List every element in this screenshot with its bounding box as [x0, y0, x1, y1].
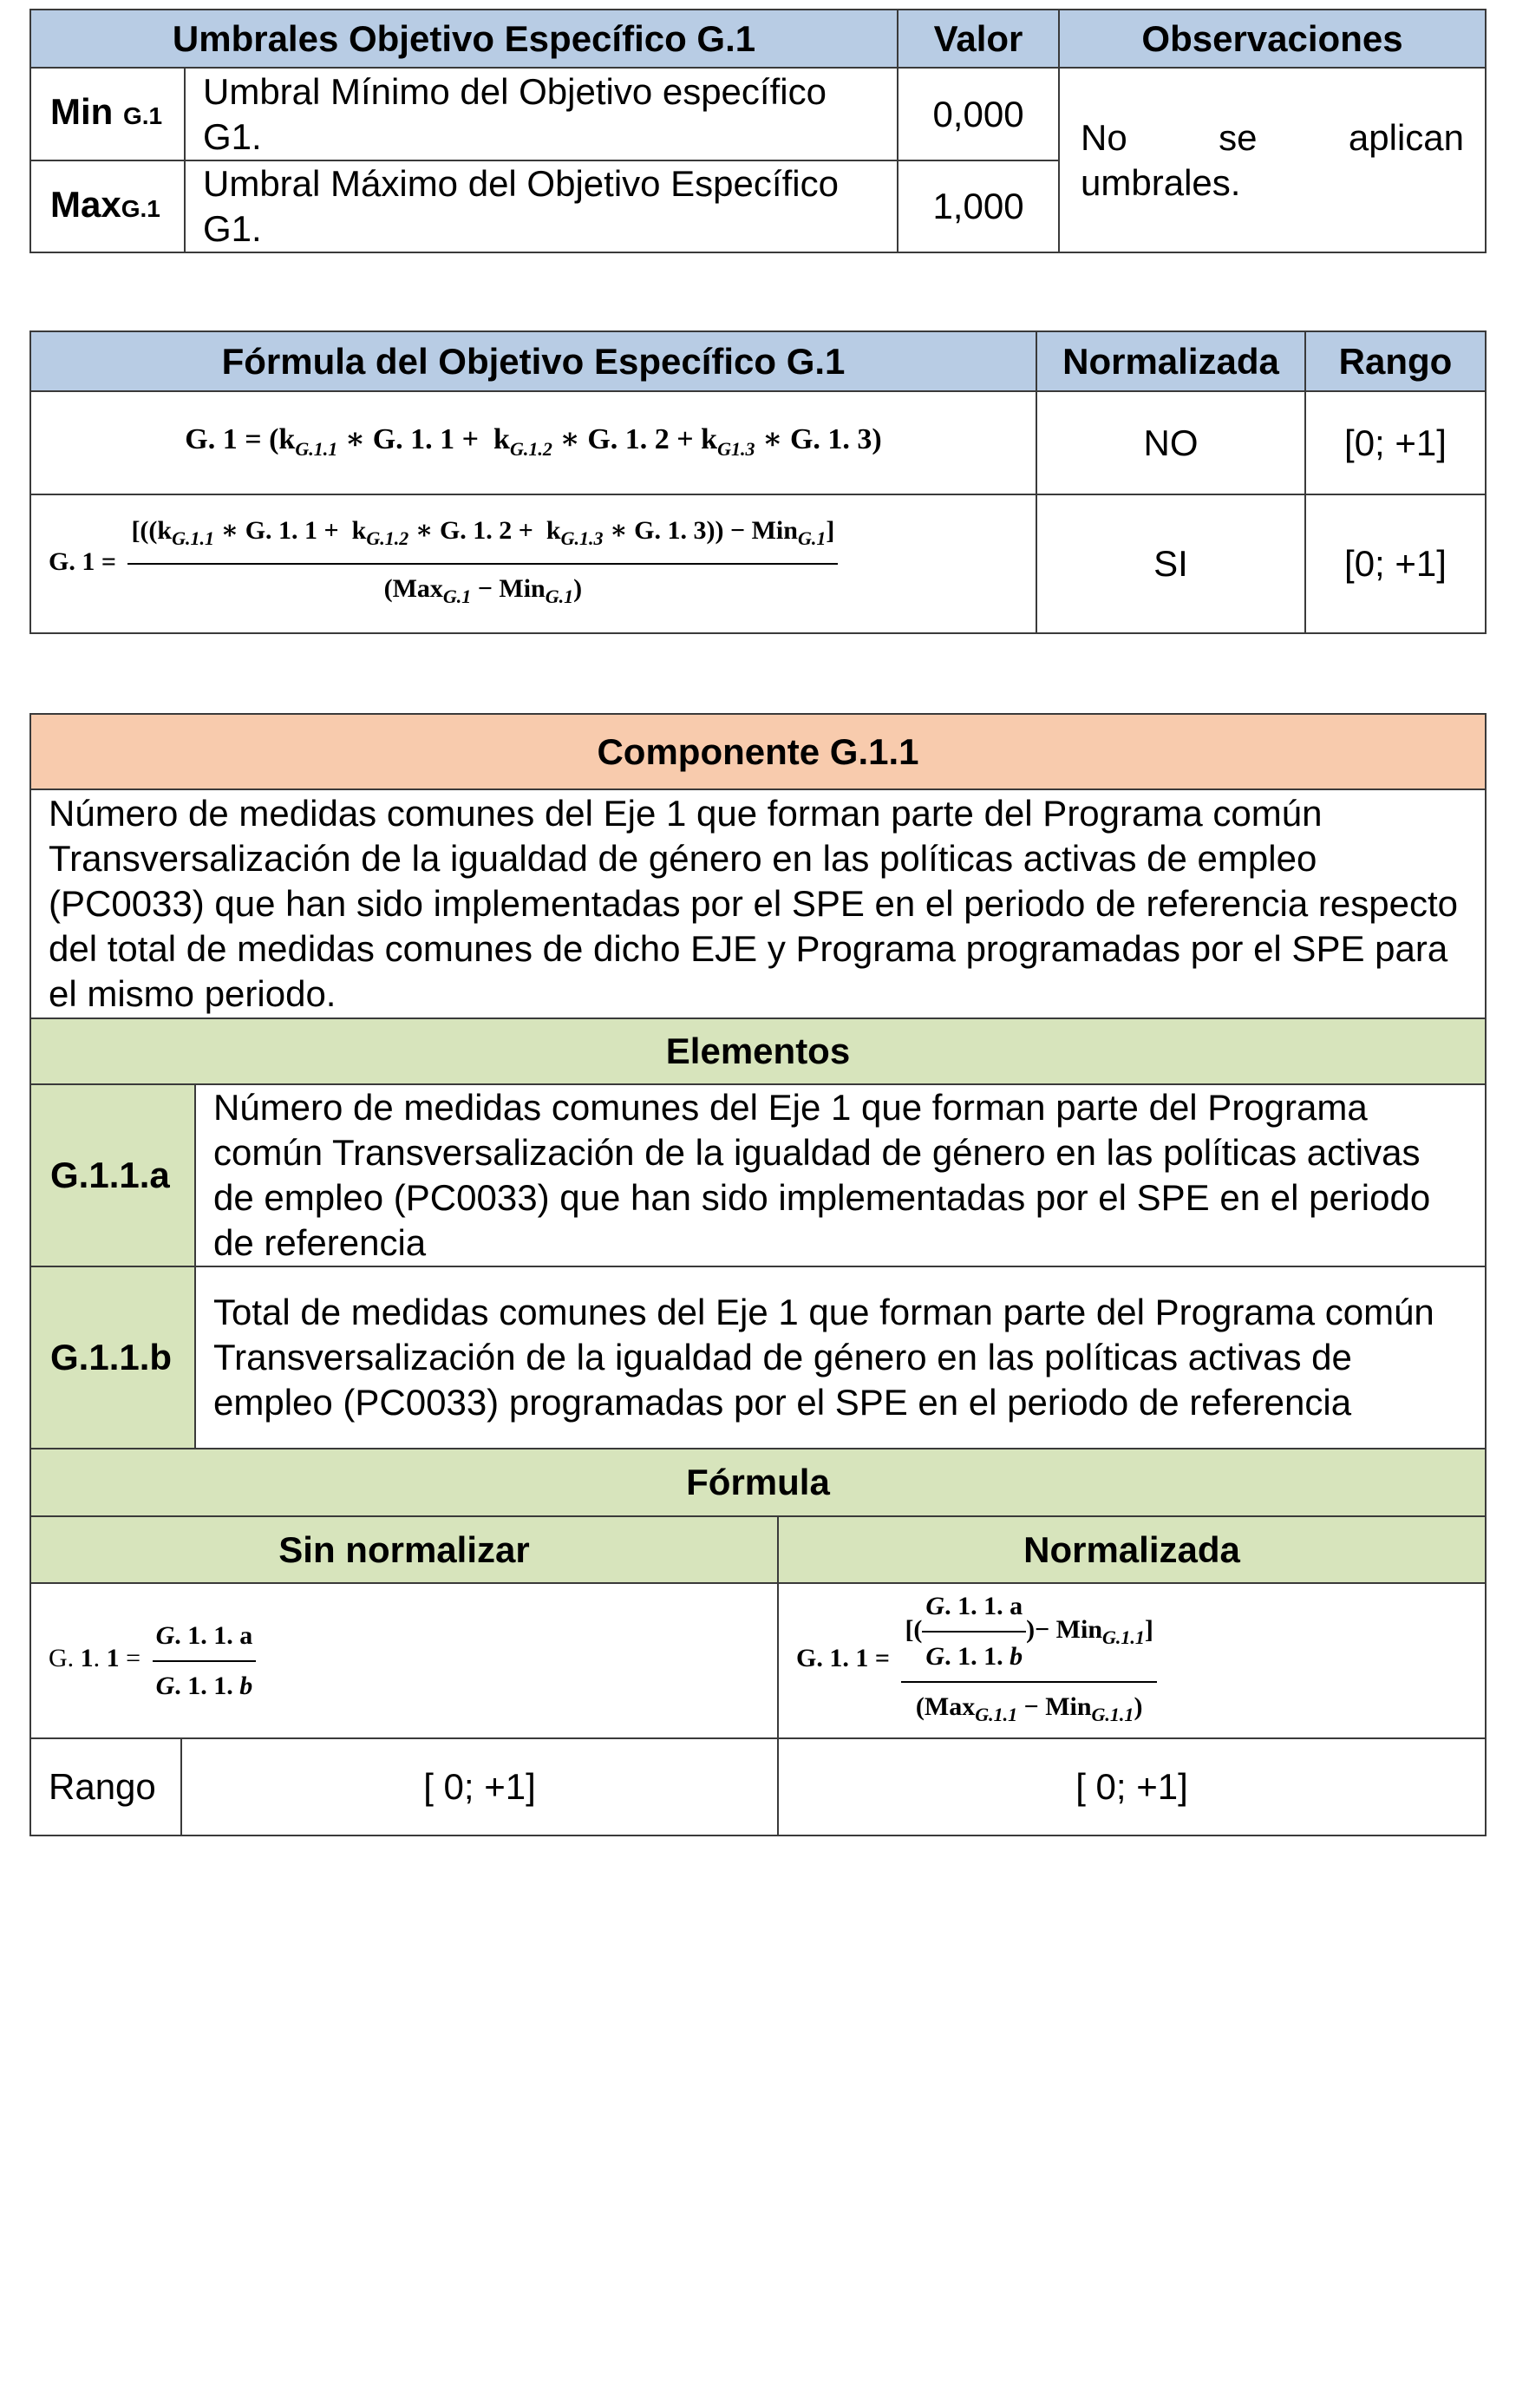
formula-g1-unnormalized: G. $1 = (k_{G.1.1}$ ∗ G. 1. $1 + k_{G.1.2}$ ∗ G. 1. $2 + k_{G1.3}$ ∗ G. 1. 3): [30, 391, 1036, 494]
formula-header: Fórmula del Objetivo Específico G.1: [30, 331, 1036, 391]
formula-g11-normalized: G. 1. 1 = [( $\frac{G. 1. 1. a}{G. 1. 1. b}$ )− Min$_{G.1.1}$] (Max$_{G.1.1}$ − Min$_{G.1.1}$): [778, 1583, 1486, 1738]
sin-normalizar-header: Sin normalizar: [30, 1516, 778, 1583]
normalizada-col-header: Normalizada: [778, 1516, 1486, 1583]
elemento-text-b: Total de medidas comunes del Eje 1 que forman parte del Programa común Transversalización de la igualdad de género en las políticas activas de empleo (PC0033) programadas por el SPE en el periodo de referencia: [195, 1266, 1486, 1449]
min-description: Umbral Mínimo del Objetivo específico G1.: [185, 68, 898, 160]
valor-header: Valor: [898, 10, 1059, 68]
formula-g11-unnormalized: G. 1. 1 = $\frac{G. 1. 1. a}{G. 1. 1. b}$: [30, 1583, 778, 1738]
formula-g1-normalized: G. 1 = [(($k_{G.1.1}$ ∗ G. 1. $1 + k_{G.1.2}$ ∗ G. 1. $2 + k_{G.1.3}$ ∗ G. 1. 3)) − Min$_{G.1}$] (Max$_{G.1}$ − Min$_{G.1}$): [30, 494, 1036, 633]
observaciones-line2: umbrales.: [1081, 161, 1241, 203]
observaciones-line1: No se aplican: [1081, 116, 1465, 158]
rango-label: Rango: [30, 1738, 181, 1835]
elemento-text-a: Número de medidas comunes del Eje 1 que forman parte del Programa común Transversalización de la igualdad de género en las políticas activas de empleo (PC0033) que han sido implementadas por el SPE en el periodo de referencia: [195, 1084, 1486, 1266]
elementos-header: Elementos: [30, 1018, 1486, 1084]
componente-table: [29, 713, 1487, 1836]
formula-g1-normalizada-no: NO: [1036, 391, 1305, 494]
formula-section-header: Fórmula: [30, 1449, 1486, 1516]
formula-g1-rango-2: [0; +1]: [1305, 494, 1486, 633]
min-label: Min G.1: [30, 68, 185, 160]
elemento-code-b: G.1.1.b: [30, 1266, 195, 1449]
max-description: Umbral Máximo del Objetivo Específico G1.: [185, 160, 898, 252]
max-label: MaxG.1: [30, 160, 185, 252]
normalizada-header: Normalizada: [1036, 331, 1305, 391]
rango-normalizada: [ 0; +1]: [778, 1738, 1486, 1835]
umbrales-table: [29, 9, 1487, 253]
componente-description: Número de medidas comunes del Eje 1 que forman parte del Programa común Transversalización de la igualdad de género en las políticas activas de empleo (PC0033) que han sido implementadas por el SPE en el periodo de referencia respecto del total de medidas comunes de dicho EJE y Programa programadas por el SPE para el mismo periodo.: [30, 789, 1486, 1018]
max-value: 1,000: [898, 160, 1059, 252]
observaciones-header: Observaciones: [1059, 10, 1486, 68]
rango-sin-normalizar: [ 0; +1]: [181, 1738, 778, 1835]
umbrales-header: Umbrales Objetivo Específico G.1: [30, 10, 898, 68]
componente-title: Componente G.1.1: [30, 714, 1486, 789]
rango-header: Rango: [1305, 331, 1486, 391]
observaciones-cell: [1059, 68, 1486, 252]
min-value: 0,000: [898, 68, 1059, 160]
elemento-code-a: G.1.1.a: [30, 1084, 195, 1266]
formula-g1-normalizada-si: SI: [1036, 494, 1305, 633]
formula-g1-rango-1: [0; +1]: [1305, 391, 1486, 494]
formula-g1-table: [29, 330, 1487, 634]
